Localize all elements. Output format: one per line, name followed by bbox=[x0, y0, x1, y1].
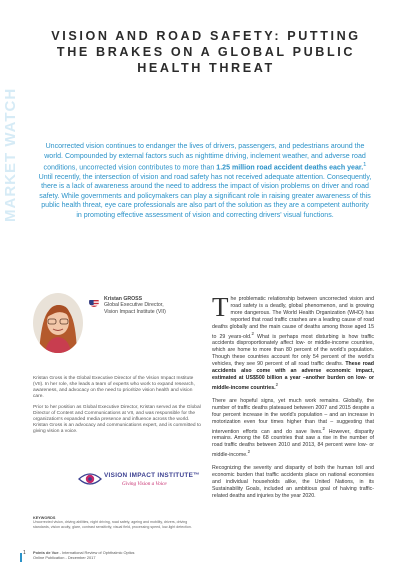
drop-cap: T bbox=[212, 292, 229, 322]
journal-name: Points de Vue bbox=[33, 550, 59, 555]
logo-name: VISION IMPACT INSTITUTE™ bbox=[104, 472, 200, 479]
author-role: Global Executive Director, bbox=[104, 302, 164, 309]
vii-eye-icon bbox=[78, 470, 102, 488]
page-footer: 1 Points de Vue - International Review of Ophthalmic Optics Online Publication - December 2017 bbox=[33, 551, 283, 561]
author-credit bbox=[104, 296, 204, 315]
footer-accent bbox=[20, 553, 22, 562]
logo-tagline: Giving Vision a Voice bbox=[122, 481, 167, 487]
author-organization: Vision Impact Institute (VII) bbox=[104, 308, 166, 315]
section-tag: MARKET WATCH bbox=[2, 87, 19, 222]
body-paragraph: Recognizing the severity and disparity of both the human toll and economic burden that traffic accidents place on national economies and individual households alike, the United Nations, in its Sustainability Goals, included an ambitious goal of halving traffic-related deaths and injuries by the year 2020. bbox=[212, 465, 374, 499]
page-number: 1 bbox=[23, 550, 26, 556]
article-body bbox=[212, 292, 375, 506]
article-title: VISION AND ROAD SAFETY: PUTTING THE BRAKES ON A GLOBAL PUBLIC HEALTH THREAT bbox=[51, 29, 361, 75]
vii-logo bbox=[78, 470, 198, 492]
us-flag-icon bbox=[89, 297, 99, 307]
edition-line: Online Publication - December 2017 bbox=[33, 554, 96, 560]
body-paragraph: There are hopeful signs, yet much work remains. Globally, the number of traffic deaths plateaued between 2007 and 2015 despite a four percent increase in the world's population – and an increase in motorization even four times higher than that – suggesting that intervention efforts can and do save lives.$^2$ However, disparity remains. Among the 68 countries that saw a rise in the number of road traffic deaths between 2010 and 2013, 84 percent were low- or middle-income.$^2$ bbox=[212, 397, 374, 459]
author-name: Kristan GROSS bbox=[104, 296, 143, 302]
author-avatar bbox=[33, 293, 83, 353]
body-paragraph: The problematic relationship between uncorrected vision and road safety is a deadly, global phenomenon, and is growing more dangerous. The World Health Organization (WHO) has reported that road traffic crashes are a leading cause of road deaths globally and the main cause of deaths among those aged 15 to 29 years-old.$^2$ What is perhaps most disturbing is how traffic accidents disproportionately affect low- or middle-income countries, which are home to more than 80 percent of the world's population. Though these countries account for only 54 percent of the world's vehicles, they see 90 percent of all road traffic deaths. These road accidents also come with an adverse economic impact, estimated at US$500 billion a year –another burden on low- or middle-income countries.$^2$ bbox=[212, 292, 375, 391]
article-intro: Uncorrected vision continues to endanger the lives of drivers, passengers, and pedestrians around the world. Compounded by external factors such as nighttime driving, inclement weather, and adverse road conditions, uncorrected vision contributes to more than 1.25 million road accident deaths each year.$^1$ Until recently, the intersection of vision and road safety has not received adequate attention. Consequently, there is a lack of awareness around the need to address the impact of vision problems on driver and road safety. While governments and policymakers can play a significant role in raising greater awareness of this public health threat, eye care professionals are also part of the solution as they are a competent authority in promoting effective assessment of vision and correcting drivers' visual functions. bbox=[38, 143, 372, 219]
keywords-block bbox=[33, 516, 201, 529]
author-bio: Kristan Gross is the Global Executive Director of the Vision Impact Institute (VII). In her role, she leads a team of experts who work to expand research, awareness, and advocacy on the need to prioritize vision health and vision care. bbox=[33, 376, 195, 400]
keywords-label: KEYWORDS bbox=[33, 516, 56, 520]
keywords-text: Uncorrected vision, driving abilities, night driving, road safety, ageing and mobility, drivers, driving standards, vision acuity, glare, contrast sensitivity, visual field, processing speed, low-light detection. bbox=[33, 520, 192, 529]
author-bio: Prior to her position as Global Executive Director, Kristan served as the Global Director of Content and Communications at VII, and was responsible for the organization's expanded media presence and influence across the world. Kristan Gross is an advocacy and communications expert, and is committed to giving vision a voice. bbox=[33, 405, 201, 435]
